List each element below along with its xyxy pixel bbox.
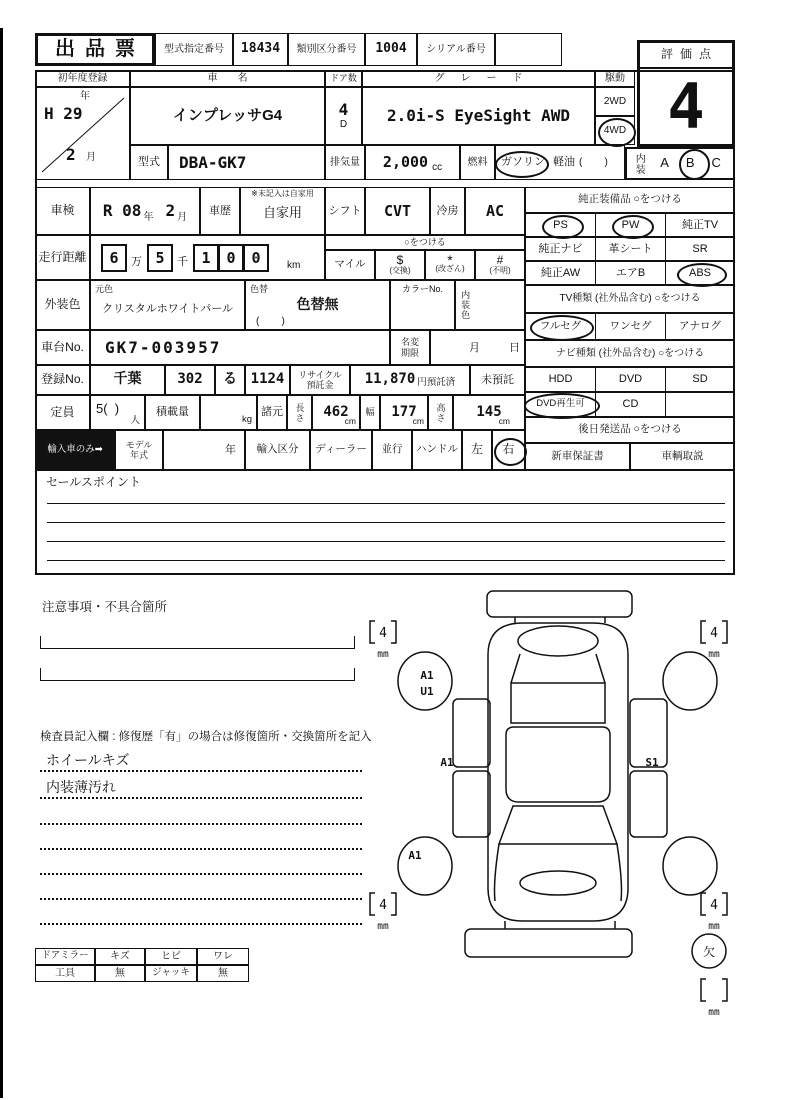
- drive-4wd: 4WD: [595, 116, 635, 145]
- import-parallel: 並行: [372, 430, 412, 470]
- evaluation-score: 4: [667, 69, 705, 143]
- spec-label: 諸元: [257, 395, 287, 430]
- history-value: 自家用: [262, 204, 302, 220]
- height-label: 高さ: [435, 402, 446, 423]
- notes-header: 注意事項・不具合箇所: [42, 600, 168, 614]
- name-change-label-1: 名変: [400, 337, 419, 348]
- circle-mark-gasoline: [495, 151, 549, 178]
- import-dealer: ディーラー: [310, 430, 372, 470]
- import-only-label: 輸入車のみ➡: [35, 430, 115, 470]
- tools-r2c1: 工具: [35, 965, 95, 982]
- doors-d: D: [339, 119, 348, 131]
- shaken-year-unit: 年: [143, 212, 154, 224]
- circle-mark-interior-b: [679, 149, 710, 180]
- classification-label: 類別区分番号: [288, 33, 365, 66]
- serial-value: [495, 33, 562, 66]
- odometer-d1: 1: [193, 244, 219, 272]
- width-cell: [380, 395, 428, 430]
- blank-measure-unit: mm: [708, 1007, 720, 1018]
- cooling-label: 冷房: [430, 187, 465, 235]
- height-unit: cm: [498, 416, 510, 427]
- recycle-label: [290, 365, 350, 395]
- tools-r2c3: ジャッキ: [145, 965, 197, 982]
- right-rear-door-panel: [630, 771, 667, 837]
- genuine-equip-header: 純正装備品 ○をつける: [525, 187, 735, 213]
- sales-line-4: [47, 470, 725, 561]
- first-reg-year-unit: 年: [80, 91, 90, 102]
- mark-front-left-1: A1: [420, 669, 434, 682]
- opt-star-sub: (改ざん): [435, 264, 465, 274]
- drive-label: 駆動: [595, 70, 635, 87]
- navi-cd: CD: [595, 392, 666, 417]
- later-shipment-header: 後日発送品 ○をつける: [525, 417, 735, 443]
- equip-sr: SR: [665, 237, 735, 261]
- inspector-line-2: [40, 779, 362, 799]
- shaken-label: 車検: [35, 187, 90, 235]
- length-label: 長さ: [294, 402, 305, 423]
- car-name-label: 車名: [130, 70, 325, 87]
- tread-bracket: [370, 621, 375, 643]
- tools-r1c1: ドアミラー: [35, 948, 95, 965]
- wheel-rear-left: [398, 837, 452, 895]
- height-value: 145: [476, 403, 502, 420]
- odometer-unit: km: [287, 260, 301, 271]
- capacity-label: 定員: [35, 395, 90, 430]
- navi-hdd: HDD: [525, 367, 596, 392]
- first-reg-month-unit: 月: [86, 152, 96, 163]
- name-change-day: 日: [509, 342, 520, 354]
- doors-cell: [325, 87, 362, 145]
- model-code-label: 型式: [130, 145, 168, 180]
- tread-front-left: 4: [379, 626, 387, 641]
- inspector-line-7: [40, 905, 362, 925]
- vehicle-manual: 車輌取説: [630, 443, 735, 470]
- color-change-label: 色替: [250, 284, 269, 294]
- recycle-not-deposited: 未預託: [470, 365, 525, 395]
- length-cell: [312, 395, 360, 430]
- mark-left-panel: A1: [440, 756, 454, 769]
- tread-front-right: 4: [710, 626, 718, 641]
- odometer-sen-unit: 千: [177, 256, 188, 268]
- left-front-door-panel: [453, 699, 490, 767]
- first-reg-label: 初年度登録: [35, 70, 130, 87]
- first-reg-era: H 29: [44, 104, 83, 123]
- evaluation-box: [637, 40, 735, 147]
- hood-line-left: [495, 844, 500, 901]
- capacity-value: 5( ): [96, 401, 120, 416]
- tread-unit-rl: mm: [377, 921, 389, 932]
- capacity-cell: [90, 395, 145, 430]
- height-label-cell: [428, 395, 453, 430]
- interior-label: 内装: [633, 152, 645, 175]
- mileage-opt-unknown: [475, 250, 525, 280]
- circle-mark-dvd-playable: [524, 393, 600, 419]
- drive-2wd: 2WD: [595, 87, 635, 116]
- recycle-label-1: リサイクル: [298, 369, 342, 380]
- navi-dvd: DVD: [595, 367, 666, 392]
- shaken-date-cell: [90, 187, 200, 235]
- shaken-month-unit: 月: [177, 212, 188, 224]
- name-change-date-cell: [430, 330, 525, 365]
- int-color-cell: [455, 280, 525, 330]
- shift-label: シフト: [325, 187, 365, 235]
- mileage-label: 走行距離: [35, 235, 90, 280]
- tv-full-seg: フルセグ: [525, 313, 596, 340]
- interior-grade-a: A: [660, 155, 669, 171]
- first-reg-month: 2: [66, 145, 76, 164]
- mark-front-left-2: U1: [420, 685, 434, 698]
- tools-r1c4: ワレ: [197, 948, 249, 965]
- doors-value: 4: [338, 100, 349, 120]
- circle-mark-abs: [677, 263, 727, 287]
- model-code-value: DBA-GK7: [168, 145, 325, 180]
- displacement-label: 排気量: [325, 145, 365, 180]
- recycle-amount-suffix: 円預託済: [417, 376, 456, 388]
- front-bumper: [465, 929, 632, 957]
- odometer-d2: 0: [218, 244, 244, 272]
- length-label-cell: [287, 395, 312, 430]
- scan-edge-artifact: [0, 28, 3, 1098]
- load-cell: [200, 395, 257, 430]
- car-name-value: インプレッサG4: [130, 87, 325, 145]
- inspector-item-2: 内装薄汚れ: [46, 779, 116, 795]
- notes-bracket-line-1: [40, 636, 355, 649]
- fuel-diesel: 軽油: [553, 156, 575, 169]
- tread-unit-fl: mm: [377, 649, 389, 660]
- chassis-label: 車台No.: [35, 330, 90, 365]
- mark-rear-left: A1: [408, 849, 422, 862]
- first-registration-cell: [35, 87, 130, 180]
- color-no-label: カラーNo.: [401, 284, 443, 294]
- classification-value: 1004: [365, 33, 417, 66]
- color-change-paren: ( ): [256, 315, 285, 327]
- circle-mark-handle-right: [494, 438, 527, 466]
- roof-panel: [511, 683, 605, 723]
- mileage-opt-tampered: [425, 250, 475, 280]
- equip-genuine-aw: 純正AW: [525, 261, 596, 285]
- mileage-opt-mile: マイル: [325, 250, 375, 280]
- equip-pw: PW: [595, 213, 666, 237]
- interior-grade-c: C: [711, 155, 721, 171]
- rear-window: [518, 626, 598, 656]
- model-designation-label: 型式指定番号: [155, 33, 233, 66]
- opt-dollar-sym: $: [396, 252, 404, 267]
- color-change-value: 色替無: [296, 296, 339, 313]
- tread-unit-fr: mm: [708, 649, 720, 660]
- notes-bracket-line-2: [40, 668, 355, 681]
- displacement-value: 2,000: [382, 153, 429, 172]
- mileage-check-header: ○をつける: [325, 235, 525, 250]
- opt-dollar-sub: (交換): [389, 266, 411, 276]
- equip-ps: PS: [525, 213, 596, 237]
- inspector-line-3: [40, 805, 362, 825]
- equip-airbag: エアB: [595, 261, 666, 285]
- displacement-cell: [365, 145, 460, 180]
- navi-blank-cell: [665, 392, 735, 417]
- shaken-era: R 08: [102, 201, 142, 221]
- model-year-label-2: 年式: [129, 450, 148, 460]
- equip-genuine-tv: 純正TV: [665, 213, 735, 237]
- tv-one-seg: ワンセグ: [595, 313, 666, 340]
- wheel-front-right: [663, 652, 717, 710]
- reg-kana: る: [215, 365, 245, 395]
- orig-color-label: 元色: [95, 284, 114, 294]
- navi-type-header: ナビ種類 (社外品含む) ○をつける: [525, 340, 735, 367]
- inspector-line-6: [40, 880, 362, 900]
- history-label: 車歴: [200, 187, 240, 235]
- length-unit: cm: [344, 416, 356, 427]
- warranty-book: 新車保証書: [525, 443, 630, 470]
- rear-bumper: [487, 591, 632, 617]
- circle-mark-ps: [542, 215, 584, 239]
- tread-rear-left: 4: [379, 898, 387, 913]
- opt-star-sym: *: [447, 251, 453, 268]
- load-unit: kg: [241, 414, 252, 426]
- navi-sd: SD: [665, 367, 735, 392]
- name-change-label-2: 期限: [400, 347, 419, 358]
- evaluation-label: 評価点: [640, 43, 732, 69]
- odometer-cell: [90, 235, 325, 280]
- cooling-value: AC: [465, 187, 525, 235]
- width-label: 幅: [360, 395, 380, 430]
- grade-value: 2.0i-S EyeSight AWD: [362, 87, 595, 145]
- equip-genuine-navi: 純正ナビ: [525, 237, 596, 261]
- wheel-rear-right: [663, 837, 717, 895]
- inspector-item-1: ホイールキズ: [46, 752, 130, 768]
- tv-analog: アナログ: [665, 313, 735, 340]
- tread-unit-rr: mm: [708, 921, 720, 932]
- width-value: 177: [391, 403, 417, 420]
- model-year-label: [115, 430, 163, 470]
- sheet-title: 出品票: [35, 33, 155, 66]
- sales-point-label: セールスポイント: [46, 475, 141, 489]
- color-no-cell: [390, 280, 455, 330]
- tools-r1c2: キズ: [95, 948, 145, 965]
- model-designation-value: 18434: [233, 33, 288, 66]
- model-year-label-1: モデル: [125, 439, 153, 450]
- grade-label: グレード: [362, 70, 595, 87]
- circle-mark-fullseg: [530, 315, 594, 341]
- equip-abs: ABS: [665, 261, 735, 285]
- left-rear-door-panel: [453, 771, 490, 837]
- navi-dvd-playable: DVD再生可: [525, 392, 596, 417]
- inspector-line-4: [40, 830, 362, 850]
- car-damage-diagram: [365, 583, 740, 1018]
- tools-r2c4: 無: [197, 965, 249, 982]
- inspector-line-5: [40, 855, 362, 875]
- windshield: [499, 806, 617, 844]
- odometer-man: 6: [101, 244, 127, 272]
- fuel-paren: ( ): [579, 156, 608, 168]
- history-note: ※未記入は自家用: [251, 189, 314, 198]
- opt-hash-sym: #: [496, 252, 504, 267]
- reg-area: 千葉: [90, 365, 165, 395]
- missing-mark: 欠: [702, 945, 716, 959]
- equip-leather-seat: 革シート: [595, 237, 666, 261]
- shift-value: CVT: [365, 187, 430, 235]
- recycle-amount: 11,870: [364, 371, 416, 388]
- serial-label: シリアル番号: [417, 33, 495, 66]
- handle-right: 右: [492, 430, 525, 470]
- tools-r1c3: ヒビ: [145, 948, 197, 965]
- tread-rear-right: 4: [710, 898, 718, 913]
- recycle-deposited-cell: [350, 365, 470, 395]
- doors-label: ドア数: [325, 70, 362, 87]
- history-cell: [240, 187, 325, 235]
- reg-label: 登録No.: [35, 365, 90, 395]
- circle-mark-4wd: [598, 118, 636, 147]
- model-year-cell: 年: [163, 430, 245, 470]
- circle-mark-pw: [612, 215, 654, 239]
- orig-color-value: クリスタルホワイトパール: [101, 302, 233, 315]
- inspector-line-1: [40, 752, 362, 772]
- handle-left: 左: [462, 430, 492, 470]
- reg-number: 1124: [245, 365, 290, 395]
- fuel-gasoline: ガソリン: [501, 156, 545, 169]
- car-body-outline: [488, 623, 628, 921]
- mark-right-panel: S1: [645, 756, 659, 769]
- name-change-label: [390, 330, 430, 365]
- opt-hash-sub: (不明): [489, 266, 511, 276]
- cabin: [506, 727, 610, 802]
- ext-color-label: 外装色: [35, 280, 90, 330]
- name-change-month: 月: [469, 342, 480, 354]
- fuel-label: 燃料: [460, 145, 495, 180]
- inspector-header: 検査員記入欄 : 修復歴「有」の場合は修復箇所・交換箇所を記入: [40, 731, 372, 743]
- import-type-label: 輸入区分: [245, 430, 310, 470]
- handle-label: ハンドル: [412, 430, 462, 470]
- length-value: 462: [323, 403, 349, 420]
- odometer-d3: 0: [243, 244, 269, 272]
- displacement-unit: cc: [432, 161, 443, 173]
- load-label: 積載量: [145, 395, 200, 430]
- mileage-opt-exchange: [375, 250, 425, 280]
- interior-grade-b: B: [685, 155, 695, 171]
- reg-class: 302: [165, 365, 215, 395]
- hood-line-right: [617, 844, 622, 901]
- shaken-month: 2: [165, 201, 176, 221]
- recycle-label-2: 預託金: [306, 380, 334, 390]
- odometer-man-unit: 万: [131, 256, 142, 268]
- capacity-unit: 人: [130, 415, 140, 427]
- color-change-cell: [245, 280, 390, 330]
- height-cell: [453, 395, 525, 430]
- orig-color-cell: [90, 280, 245, 330]
- odometer-sen: 5: [147, 244, 173, 272]
- tools-r2c2: 無: [95, 965, 145, 982]
- width-unit: cm: [412, 416, 424, 427]
- int-color-label: 内装色: [460, 290, 471, 320]
- hood-detail: [520, 871, 596, 895]
- tv-type-header: TV種類 (社外品含む) ○をつける: [525, 285, 735, 313]
- chassis-value: GK7-003957: [90, 330, 390, 365]
